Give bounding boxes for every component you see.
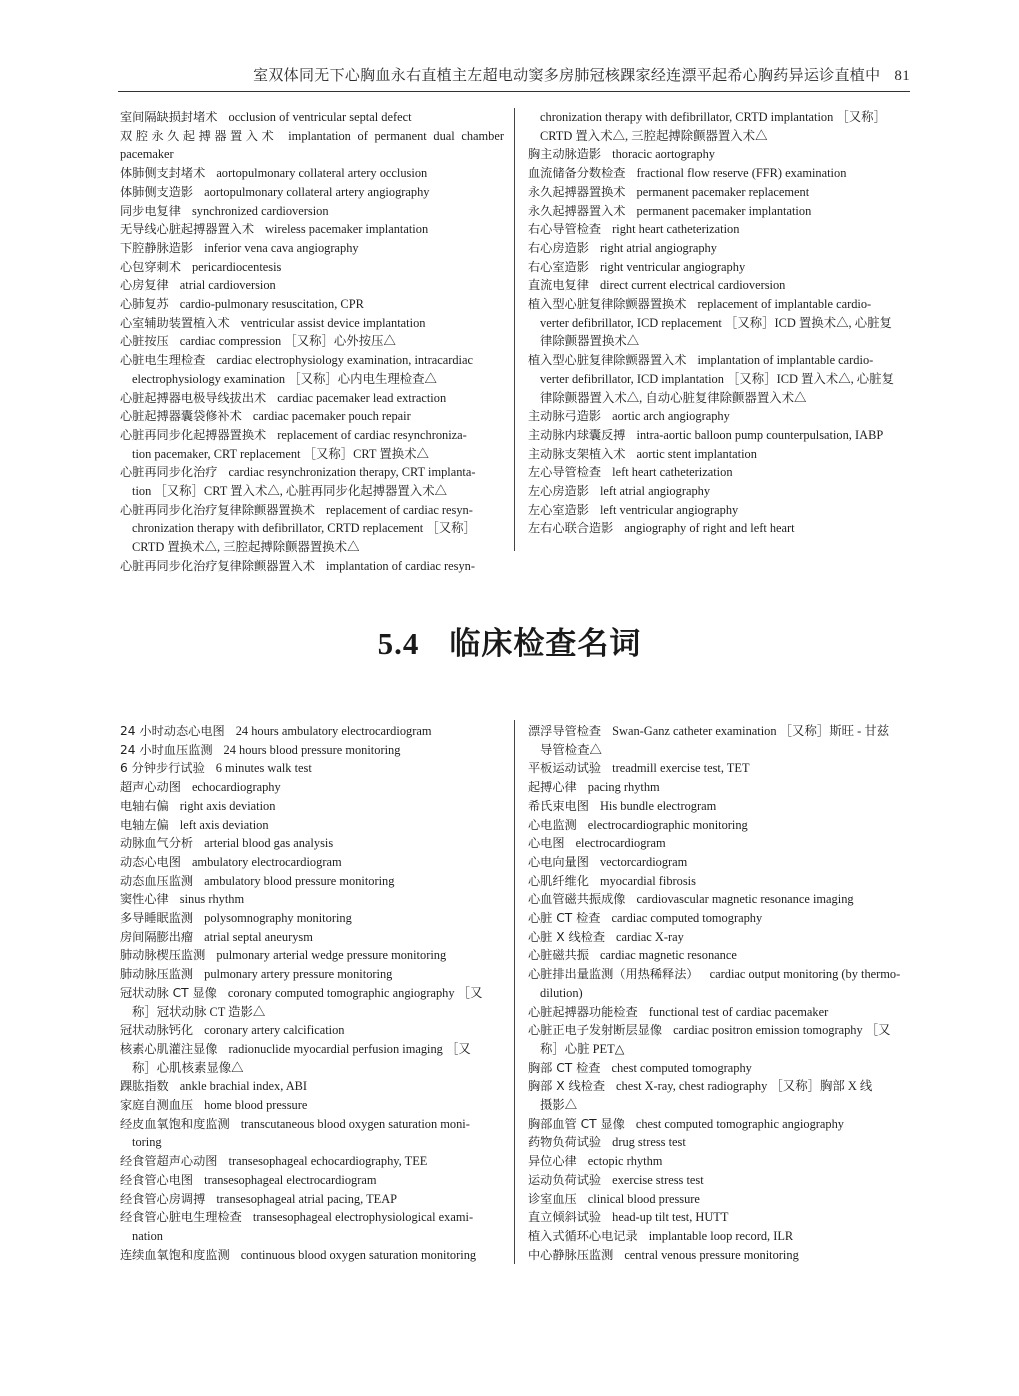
chinese-term: 心房复律 (120, 278, 169, 293)
english-term: cardiac resynchronization therapy, CRT implanta- (228, 465, 476, 480)
english-term: radionuclide myocardial perfusion imaging ［又 (228, 1041, 471, 1056)
glossary-entry (528, 519, 912, 538)
entry-continuation: 导管检查△ (540, 742, 602, 757)
entry-continuation: tion ［又称］CRT 置入术△, 心脏再同步化起搏器置入术△ (132, 484, 447, 499)
chinese-term: 心肌纤维化 (528, 873, 589, 888)
english-term: transesophageal electrocardiogram (204, 1172, 377, 1187)
english-term: ambulatory blood pressure monitoring (204, 873, 395, 888)
chinese-term: 心脏 CT 检查 (528, 911, 601, 926)
lower-left-column (120, 722, 504, 1264)
english-term: implantation of cardiac resyn- (326, 558, 475, 573)
english-term: right axis deviation (179, 798, 276, 813)
glossary-entry (120, 183, 504, 202)
glossary-entry (120, 1208, 504, 1245)
glossary-entry (528, 276, 912, 295)
upper-left-column (120, 108, 504, 576)
chinese-term: 植入型心脏复律除颤器置入术 (528, 353, 687, 368)
glossary-entry (528, 1059, 912, 1078)
english-term: aortopulmonary collateral artery occlusion (216, 166, 428, 181)
english-term: transcutaneous blood oxygen saturation moni- (240, 1116, 470, 1131)
page-number: 81 (894, 68, 910, 84)
glossary-entry (528, 145, 912, 164)
english-term: clinical blood pressure (587, 1191, 700, 1206)
chinese-term: 主动脉弓造影 (528, 409, 602, 424)
entry-continuation: verter defibrillator, ICD replacement ［又称］ICD 置换术△, 心脏复 (540, 315, 892, 330)
english-term: atrial cardioversion (179, 278, 276, 293)
column-divider-lower (514, 720, 515, 1264)
glossary-entry (120, 1171, 504, 1190)
glossary-entry (528, 258, 912, 277)
glossary-entry (120, 463, 504, 500)
english-term: aortic arch angiography (612, 409, 730, 424)
entry-continuation: 律除颤器置换术△ (540, 334, 640, 349)
glossary-entry (528, 1077, 912, 1114)
glossary-entry (528, 220, 912, 239)
chinese-term: 直立倾斜试验 (528, 1210, 602, 1225)
column-divider-upper (514, 108, 515, 551)
chinese-term: 动脉血气分析 (120, 836, 194, 851)
english-term: chest computed tomographic angiography (635, 1116, 845, 1131)
glossary-entry (120, 557, 504, 576)
english-term: left atrial angiography (599, 484, 711, 499)
english-term: wireless pacemaker implantation (265, 222, 429, 237)
glossary-entry (528, 1190, 912, 1209)
entry-continuation: dilution) (540, 985, 583, 1000)
chinese-term: 胸部 X 线检查 (528, 1079, 606, 1094)
english-term: head-up tilt test, HUTT (612, 1210, 729, 1225)
english-term: cardiac X-ray (616, 929, 684, 944)
glossary-entry (528, 426, 912, 445)
english-term: chest X-ray, chest radiography ［又称］胸部 X 线 (616, 1079, 873, 1094)
english-term: home blood pressure (204, 1098, 308, 1113)
english-term: cardiac positron emission tomography ［又 (673, 1023, 891, 1038)
glossary-entry (528, 1115, 912, 1134)
glossary-entry (528, 816, 912, 835)
english-term: intra-aortic balloon pump counterpulsation, IABP (636, 427, 884, 442)
english-term: central venous pressure monitoring (624, 1247, 799, 1262)
chinese-term: 肺动脉压监测 (120, 967, 194, 982)
english-term: left ventricular angiography (599, 502, 739, 517)
entry-continuation: CRTD 置换术△, 三腔起搏除颤器置换术△ (132, 540, 360, 555)
entry-continuation: electrophysiology examination ［又称］心内电生理检查△ (132, 371, 437, 386)
english-term: drug stress test (612, 1135, 686, 1150)
entry-continuation: 称］冠状动脉 CT 造影△ (132, 1004, 266, 1019)
chinese-term: 左右心联合造影 (528, 521, 614, 536)
chinese-term: 漂浮导管检查 (528, 724, 602, 738)
chinese-term: 同步电复律 (120, 203, 181, 218)
glossary-entry (120, 295, 504, 314)
glossary-entry (528, 351, 912, 407)
chinese-term: 家庭自测血压 (120, 1098, 194, 1113)
glossary-entry (120, 1115, 504, 1152)
glossary-entry (120, 928, 504, 947)
chinese-term: 踝肱指数 (120, 1079, 169, 1094)
english-term: His bundle electrogram (599, 798, 717, 813)
chinese-term: 左心房造影 (528, 484, 589, 499)
english-term: functional test of cardiac pacemaker (648, 1004, 829, 1019)
glossary-entry (528, 1208, 912, 1227)
section-heading (0, 618, 1019, 663)
english-term: cardiac compression ［又称］心外按压△ (179, 334, 396, 349)
glossary-entry (528, 890, 912, 909)
english-term: permanent pacemaker replacement (636, 184, 810, 199)
glossary-entry (120, 722, 504, 741)
english-term: implantation of implantable cardio- (697, 353, 874, 368)
glossary-entry (120, 741, 504, 760)
glossary-entry (120, 164, 504, 183)
chinese-term: 经食管心房调搏 (120, 1191, 206, 1206)
chinese-term: 心肺复苏 (120, 297, 169, 312)
glossary-entry (528, 295, 912, 351)
english-term: synchronized cardioversion (191, 203, 329, 218)
glossary-entry (120, 946, 504, 965)
chinese-term: 心脏电生理检查 (120, 353, 206, 368)
glossary-entry (120, 389, 504, 408)
glossary-entry (528, 778, 912, 797)
glossary-entry (528, 445, 912, 464)
english-term: coronary computed tomographic angiography ［又 (227, 985, 483, 1000)
glossary-entry (120, 127, 504, 164)
chinese-term: 诊室血压 (528, 1191, 577, 1206)
english-term: myocardial fibrosis (599, 873, 696, 888)
chinese-term: 中心静脉压监测 (528, 1247, 614, 1262)
entry-continuation: verter defibrillator, ICD implantation ［又称］ICD 置入术△, 心脏复 (540, 371, 894, 386)
english-term: chronization therapy with defibrillator, CRTD implantation ［又称］ (540, 110, 886, 124)
chinese-term: 血流储备分数检查 (528, 166, 626, 181)
english-term: cardiac pacemaker pouch repair (252, 409, 411, 424)
chinese-term: 动态心电图 (120, 854, 181, 869)
glossary-entry (120, 1190, 504, 1209)
chinese-term: 左心室造影 (528, 502, 589, 517)
english-term: left axis deviation (179, 817, 269, 832)
chinese-term: 心脏起搏器电极导线拔出术 (120, 390, 267, 405)
chinese-term: 心脏再同步化治疗复律除颤器置入术 (120, 558, 315, 573)
english-term: inferior vena cava angiography (204, 240, 359, 255)
chinese-term: 动态血压监测 (120, 873, 194, 888)
english-term: thoracic aortography (612, 147, 715, 162)
glossary-entry (528, 239, 912, 258)
english-term: replacement of cardiac resyn- (326, 502, 473, 517)
glossary-entry (528, 1003, 912, 1022)
chinese-term: 心血管磁共振成像 (528, 892, 626, 907)
glossary-entry (528, 463, 912, 482)
english-term: direct current electrical cardioversion (599, 278, 786, 293)
chinese-term: 连续血氧饱和度监测 (120, 1247, 230, 1262)
glossary-entry (120, 909, 504, 928)
chinese-term: 永久起搏器置换术 (528, 184, 626, 199)
glossary-entry (120, 426, 504, 463)
glossary-entry (528, 407, 912, 426)
entry-continuation: toring (132, 1135, 162, 1150)
chinese-term: 植入式循环心电记录 (528, 1228, 638, 1243)
glossary-entry (120, 108, 504, 127)
chinese-term: 主动脉支架植入术 (528, 446, 626, 461)
glossary-entry (120, 220, 504, 239)
glossary-entry (528, 928, 912, 947)
english-term: exercise stress test (612, 1172, 704, 1187)
chinese-term: 胸部血管 CT 显像 (528, 1116, 625, 1131)
glossary-entry (120, 816, 504, 835)
chinese-term: 冠状动脉钙化 (120, 1023, 194, 1038)
english-term: Swan-Ganz catheter examination ［又称］斯旺 - 甘兹 (612, 724, 890, 738)
chinese-term: 心脏 X 线检查 (528, 929, 606, 944)
english-term: pericardiocentesis (191, 259, 282, 274)
running-header-title: 室双体同无下心胸血永右直植主左超电动窦多房肺冠核踝家经连漂平起希心胸药异运诊直植中 (253, 66, 881, 84)
chinese-term: 永久起搏器置入术 (528, 203, 626, 218)
glossary-entry (528, 722, 912, 759)
glossary-entry (120, 276, 504, 295)
chinese-term: 心电向量图 (528, 854, 589, 869)
chinese-term: 心脏再同步化治疗 (120, 465, 218, 480)
entry-continuation: 律除颤器置入术△, 自动心脏复律除颤器置入术△ (540, 390, 807, 405)
english-term: sinus rhythm (179, 892, 245, 907)
english-term: angiography of right and left heart (624, 521, 795, 536)
english-term: cardiac electrophysiology examination, intracardiac (216, 353, 473, 368)
glossary-entry (120, 239, 504, 258)
section-number: 5.4 (377, 626, 420, 661)
english-term: electrocardiographic monitoring (587, 817, 748, 832)
english-term: transesophageal echocardiography, TEE (228, 1154, 428, 1169)
upper-right-column (528, 108, 912, 538)
chinese-term: 电轴右偏 (120, 798, 169, 813)
chinese-term: 平板运动试验 (528, 761, 602, 776)
entry-continuation: chronization therapy with defibrillator, CRTD replacement ［又称］ (132, 521, 476, 536)
chinese-term: 药物负荷试验 (528, 1135, 602, 1150)
glossary-entry (120, 332, 504, 351)
english-term: continuous blood oxygen saturation monitoring (240, 1247, 477, 1262)
english-term: cardiac output monitoring (by thermo- (709, 967, 901, 982)
chinese-term: 直流电复律 (528, 278, 589, 293)
english-term: cardiac pacemaker lead extraction (277, 390, 447, 405)
chinese-term: 多导睡眠监测 (120, 911, 194, 926)
glossary-entry (120, 1021, 504, 1040)
glossary-entry (528, 965, 912, 1002)
english-term: right ventricular angiography (599, 259, 746, 274)
header-rule (118, 91, 910, 92)
english-term: 6 minutes walk test (215, 761, 312, 776)
chinese-term: 经食管心电图 (120, 1172, 194, 1187)
lower-right-column (528, 722, 912, 1264)
chinese-term: 核素心肌灌注显像 (120, 1041, 218, 1056)
glossary-entry (120, 965, 504, 984)
glossary-entry (528, 909, 912, 928)
glossary-entry (120, 202, 504, 221)
english-term: cardio-pulmonary resuscitation, CPR (179, 297, 364, 312)
glossary-entry (528, 1227, 912, 1246)
english-term: ventricular assist device implantation (240, 315, 426, 330)
chinese-term: 经食管超声心动图 (120, 1154, 218, 1169)
english-term: left heart catheterization (612, 465, 733, 480)
chinese-term: 植入型心脏复律除颤器置换术 (528, 297, 687, 312)
glossary-entry (120, 1152, 504, 1171)
glossary-entry (120, 1077, 504, 1096)
glossary-entry (120, 258, 504, 277)
chinese-term: 双腔永久起搏器置入术 (120, 128, 278, 143)
glossary-entry (528, 872, 912, 891)
glossary-entry (528, 853, 912, 872)
chinese-term: 体肺侧支封堵术 (120, 166, 206, 181)
english-term: ankle brachial index, ABI (179, 1079, 308, 1094)
english-term: pulmonary artery pressure monitoring (204, 967, 393, 982)
chinese-term: 心脏按压 (120, 334, 169, 349)
glossary-entry (528, 1152, 912, 1171)
glossary-entry (528, 1171, 912, 1190)
glossary-entry (528, 202, 912, 221)
chinese-term: 下腔静脉造影 (120, 240, 194, 255)
glossary-entry (528, 1246, 912, 1265)
chinese-term: 6 分钟步行试验 (120, 761, 205, 776)
chinese-term: 经皮血氧饱和度监测 (120, 1116, 230, 1131)
english-term: atrial septal aneurysm (204, 929, 313, 944)
glossary-entry (120, 984, 504, 1021)
english-term: cardiac computed tomography (611, 911, 763, 926)
english-term: 24 hours ambulatory electrocardiogram (235, 724, 432, 738)
english-term: transesophageal electrophysiological exami- (252, 1210, 474, 1225)
chinese-term: 24 小时动态心电图 (120, 724, 225, 738)
glossary-entry (528, 834, 912, 853)
glossary-entry (528, 797, 912, 816)
english-term: arterial blood gas analysis (204, 836, 334, 851)
chinese-term: 室间隔缺损封堵术 (120, 110, 218, 124)
chinese-term: 希氏束电图 (528, 798, 589, 813)
chinese-term: 心脏起搏器囊袋修补术 (120, 409, 242, 424)
glossary-entry (120, 778, 504, 797)
chinese-term: 电轴左偏 (120, 817, 169, 832)
entry-continuation: CRTD 置入术△, 三腔起搏除颤器置入术△ (540, 128, 768, 143)
english-term: treadmill exercise test, TET (612, 761, 750, 776)
glossary-entry (120, 853, 504, 872)
chinese-term: 体肺侧支造影 (120, 184, 194, 199)
chinese-term: 右心导管检查 (528, 222, 602, 237)
glossary-entry (528, 759, 912, 778)
chinese-term: 心脏磁共振 (528, 948, 589, 963)
entry-continuation: 称］心脏 PET△ (540, 1041, 625, 1056)
english-term: implantable loop record, ILR (648, 1228, 794, 1243)
chinese-term: 右心室造影 (528, 259, 589, 274)
english-term: right atrial angiography (599, 240, 717, 255)
english-term: polysomnography monitoring (204, 911, 352, 926)
chinese-term: 左心导管检查 (528, 465, 602, 480)
glossary-entry (528, 482, 912, 501)
chinese-term: 异位心律 (528, 1154, 577, 1169)
glossary-entry (120, 872, 504, 891)
chinese-term: 房间隔膨出瘤 (120, 929, 194, 944)
chinese-term: 心电图 (528, 836, 565, 851)
english-term: replacement of implantable cardio- (697, 297, 872, 312)
glossary-entry (120, 1040, 504, 1077)
english-term: electrocardiogram (575, 836, 666, 851)
entry-continuation: 称］心肌核素显像△ (132, 1060, 244, 1075)
glossary-entry (528, 108, 912, 145)
chinese-term: 胸主动脉造影 (528, 147, 602, 162)
section-title: 临床检查名词 (449, 626, 642, 662)
chinese-term: 起搏心律 (528, 780, 577, 795)
chinese-term: 心脏正电子发射断层显像 (528, 1023, 663, 1038)
chinese-term: 心室辅助装置植入术 (120, 315, 230, 330)
chinese-term: 心脏再同步化起搏器置换术 (120, 427, 267, 442)
english-term: permanent pacemaker implantation (636, 203, 812, 218)
chinese-term: 冠状动脉 CT 显像 (120, 985, 217, 1000)
chinese-term: 心脏再同步化治疗复律除颤器置换术 (120, 502, 315, 517)
chinese-term: 运动负荷试验 (528, 1172, 602, 1187)
chinese-term: 肺动脉楔压监测 (120, 948, 206, 963)
english-term: occlusion of ventricular septal defect (228, 110, 412, 124)
chinese-term: 心脏排出量监测（用热稀释法） (528, 967, 699, 982)
english-term: pacing rhythm (587, 780, 660, 795)
glossary-entry (120, 890, 504, 909)
chinese-term: 无导线心脏起搏器置入术 (120, 222, 255, 237)
english-term: transesophageal atrial pacing, TEAP (216, 1191, 398, 1206)
glossary-entry (528, 164, 912, 183)
english-term: implantation of permanent dual chamber pacemaker (120, 128, 504, 162)
chinese-term: 经食管心脏电生理检查 (120, 1210, 242, 1225)
chinese-term: 窦性心律 (120, 892, 169, 907)
glossary-entry (528, 183, 912, 202)
glossary-entry (528, 501, 912, 520)
english-term: vectorcardiogram (599, 854, 688, 869)
english-term: cardiac magnetic resonance (599, 948, 737, 963)
english-term: pulmonary arterial wedge pressure monitoring (216, 948, 447, 963)
entry-continuation: tion pacemaker, CRT replacement ［又称］CRT 置换术△ (132, 446, 429, 461)
running-header (253, 64, 910, 85)
glossary-entry (120, 501, 504, 557)
entry-continuation: 摄影△ (540, 1098, 578, 1113)
glossary-entry (120, 407, 504, 426)
chinese-term: 右心房造影 (528, 240, 589, 255)
english-term: fractional flow reserve (FFR) examination (636, 166, 847, 181)
chinese-term: 超声心动图 (120, 780, 181, 795)
chinese-term: 心电监测 (528, 817, 577, 832)
glossary-entry (120, 351, 504, 388)
english-term: cardiovascular magnetic resonance imaging (636, 892, 854, 907)
english-term: ectopic rhythm (587, 1154, 663, 1169)
glossary-entry (120, 314, 504, 333)
english-term: aortic stent implantation (636, 446, 757, 461)
glossary-entry (528, 946, 912, 965)
entry-continuation: nation (132, 1228, 163, 1243)
chinese-term: 心脏起搏器功能检查 (528, 1004, 638, 1019)
chinese-term: 心包穿刺术 (120, 259, 181, 274)
glossary-entry (120, 1096, 504, 1115)
glossary-entry (120, 759, 504, 778)
chinese-term: 主动脉内球囊反搏 (528, 427, 626, 442)
glossary-entry (120, 1246, 504, 1265)
glossary-entry (120, 797, 504, 816)
glossary-entry (528, 1133, 912, 1152)
english-term: echocardiography (191, 780, 281, 795)
english-term: 24 hours blood pressure monitoring (223, 742, 401, 757)
english-term: coronary artery calcification (204, 1023, 345, 1038)
glossary-entry (120, 834, 504, 853)
english-term: right heart catheterization (612, 222, 740, 237)
english-term: replacement of cardiac resynchroniza- (277, 427, 467, 442)
english-term: chest computed tomography (611, 1060, 752, 1075)
english-term: ambulatory electrocardiogram (191, 854, 342, 869)
english-term: aortopulmonary collateral artery angiography (204, 184, 430, 199)
glossary-entry (528, 1021, 912, 1058)
chinese-term: 胸部 CT 检查 (528, 1060, 601, 1075)
chinese-term: 24 小时血压监测 (120, 742, 213, 757)
